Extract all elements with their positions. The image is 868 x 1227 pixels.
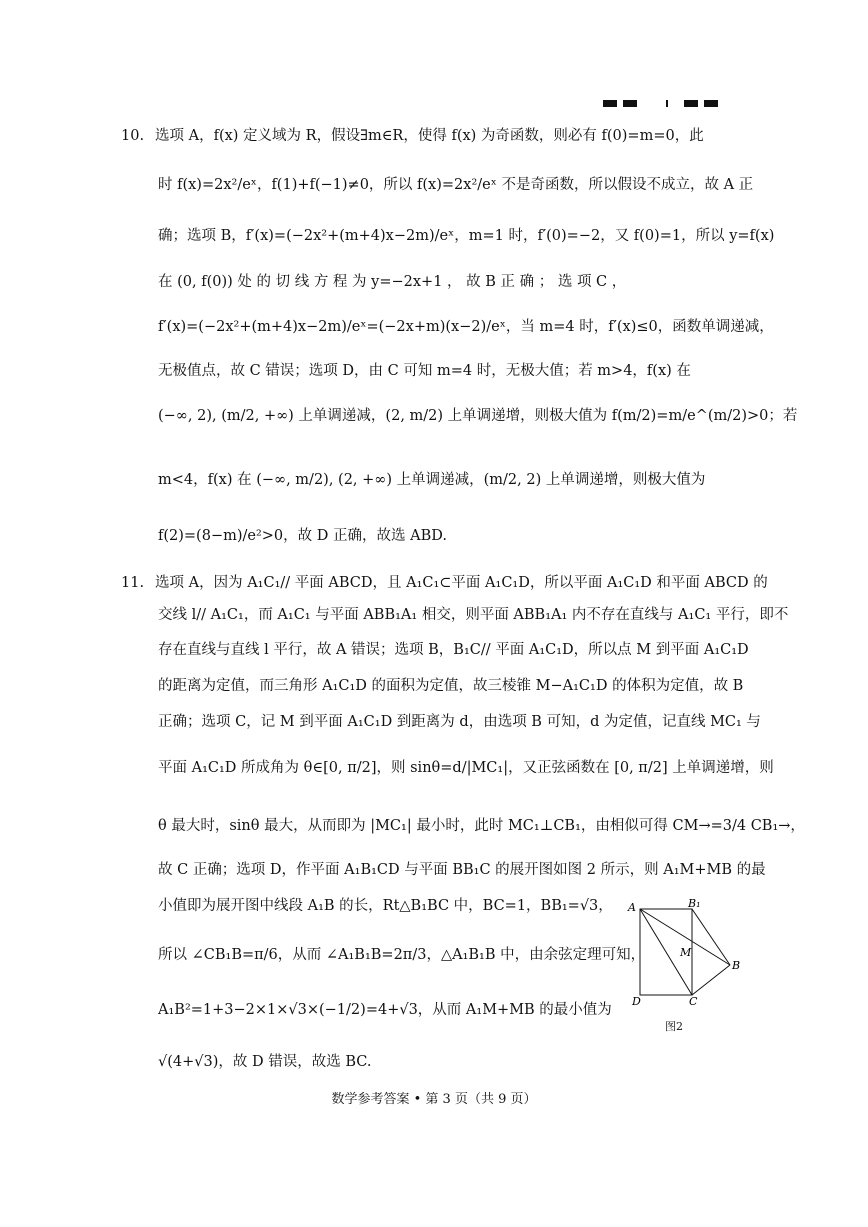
q10-line-9: f(2)=(8−m)/e²>0，故 D 正确，故选 ABD. xyxy=(158,528,447,544)
label-a: A xyxy=(628,901,636,914)
label-b1: B₁ xyxy=(688,897,701,910)
q10-number: 10. xyxy=(121,128,145,144)
figure-2-diagram xyxy=(626,897,750,1037)
q11-line-8: 故 C 正确；选项 D，作平面 A₁B₁CD 与平面 BB₁C 的展开图如图 2 所示，则 A₁M+MB 的最 xyxy=(158,862,766,878)
q11-line-1: 11. 选项 A，因为 A₁C₁// 平面 ABCD，且 A₁C₁⊂平面 A₁C₁D，所以平面 A₁C₁D 和平面 ABCD 的 xyxy=(121,575,768,591)
q10-line-1: 10. 选项 A，f(x) 定义域为 R，假设∃m∈R，使得 f(x) 为奇函数，则必有 f(0)=m=0，此 xyxy=(121,128,704,144)
q10-line-4: 在 (0, f(0)) 处 的 切 线 方 程 为 y=−2x+1 ， 故 B 正 确 ； 选 项 C ， xyxy=(158,274,627,290)
q11-line-4: 的距离为定值，而三角形 A₁C₁D 的面积为定值，故三棱锥 M−A₁C₁D 的体积为定值，故 B xyxy=(158,678,744,694)
q11-number: 11. xyxy=(121,575,145,591)
label-c: C xyxy=(689,995,698,1008)
page-footer: 数学参考答案 • 第 3 页（共 9 页） xyxy=(331,1092,537,1107)
q10-line-2: 时 f(x)=2x²/eˣ，f(1)+f(−1)≠0，所以 f(x)=2x²/eˣ 不是奇函数，所以假设不成立，故 A 正 xyxy=(158,177,754,193)
q10-line-3: 确；选项 B，f′(x)=(−2x²+(m+4)x−2m)/eˣ，m=1 时，f′(0)=−2，又 f(0)=1，所以 y=f(x) xyxy=(158,228,775,244)
q10-line-7: (−∞, 2), (m/2, +∞) 上单调递减，(2, m/2) 上单调递增，则极大值为 f(m/2)=m/e^(m/2)>0；若 xyxy=(158,408,798,424)
q11-line-5: 正确；选项 C，记 M 到平面 A₁C₁D 到距离为 d，由选项 B 可知，d 为定值，记直线 MC₁ 与 xyxy=(158,714,761,730)
q11-line-11: A₁B²=1+3−2×1×√3×(−1/2)=4+√3，从而 A₁M+MB 的最小值为 xyxy=(158,1002,612,1018)
q10-line-6: 无极值点，故 C 错误；选项 D，由 C 可知 m=4 时，无极大值；若 m>4，f(x) 在 xyxy=(158,363,691,379)
header-marks xyxy=(600,98,750,108)
q10-line-5: f′(x)=(−2x²+(m+4)x−2m)/eˣ=(−2x+m)(x−2)/eˣ，当 m=4 时，f′(x)≤0，函数单调递减， xyxy=(158,319,774,335)
segment-c-b xyxy=(692,965,730,995)
segment-b1-b xyxy=(692,909,730,965)
label-b: B xyxy=(732,959,741,972)
q10-line-8: m<4，f(x) 在 (−∞, m/2), (2, +∞) 上单调递减，(m/2, 2) 上单调递增，则极大值为 xyxy=(158,472,706,488)
q11-line-6: 平面 A₁C₁D 所成角为 θ∈[0, π/2]，则 sinθ=d/|MC₁|，又正弦函数在 [0, π/2] 上单调递增，则 xyxy=(158,760,774,776)
q11-line-9: 小值即为展开图中线段 A₁B 的长，Rt△B₁BC 中，BC=1，BB₁=√3， xyxy=(158,898,613,914)
q11-line-7: θ 最大时，sinθ 最大，从而即为 |MC₁| 最小时，此时 MC₁⊥CB₁，由相似可得 CM→=3/4 CB₁→， xyxy=(158,818,805,834)
label-m: M xyxy=(680,946,692,959)
q11-line-12: √(4+√3)，故 D 错误，故选 BC. xyxy=(158,1054,372,1070)
q11-line-2: 交线 l// A₁C₁，而 A₁C₁ 与平面 ABB₁A₁ 相交，则平面 ABB₁A₁ 内不存在直线与 A₁C₁ 平行，即不 xyxy=(158,607,789,623)
q11-line-10: 所以 ∠CB₁B=π/6，从而 ∠A₁B₁B=2π/3，△A₁B₁B 中，由余弦定理可知， xyxy=(158,947,646,963)
q11-line-3: 存在直线与直线 l 平行，故 A 错误；选项 B，B₁C// 平面 A₁C₁D，所以点 M 到平面 A₁C₁D xyxy=(158,642,749,658)
figure-caption: 图2 xyxy=(665,1020,683,1033)
label-d: D xyxy=(632,995,641,1008)
